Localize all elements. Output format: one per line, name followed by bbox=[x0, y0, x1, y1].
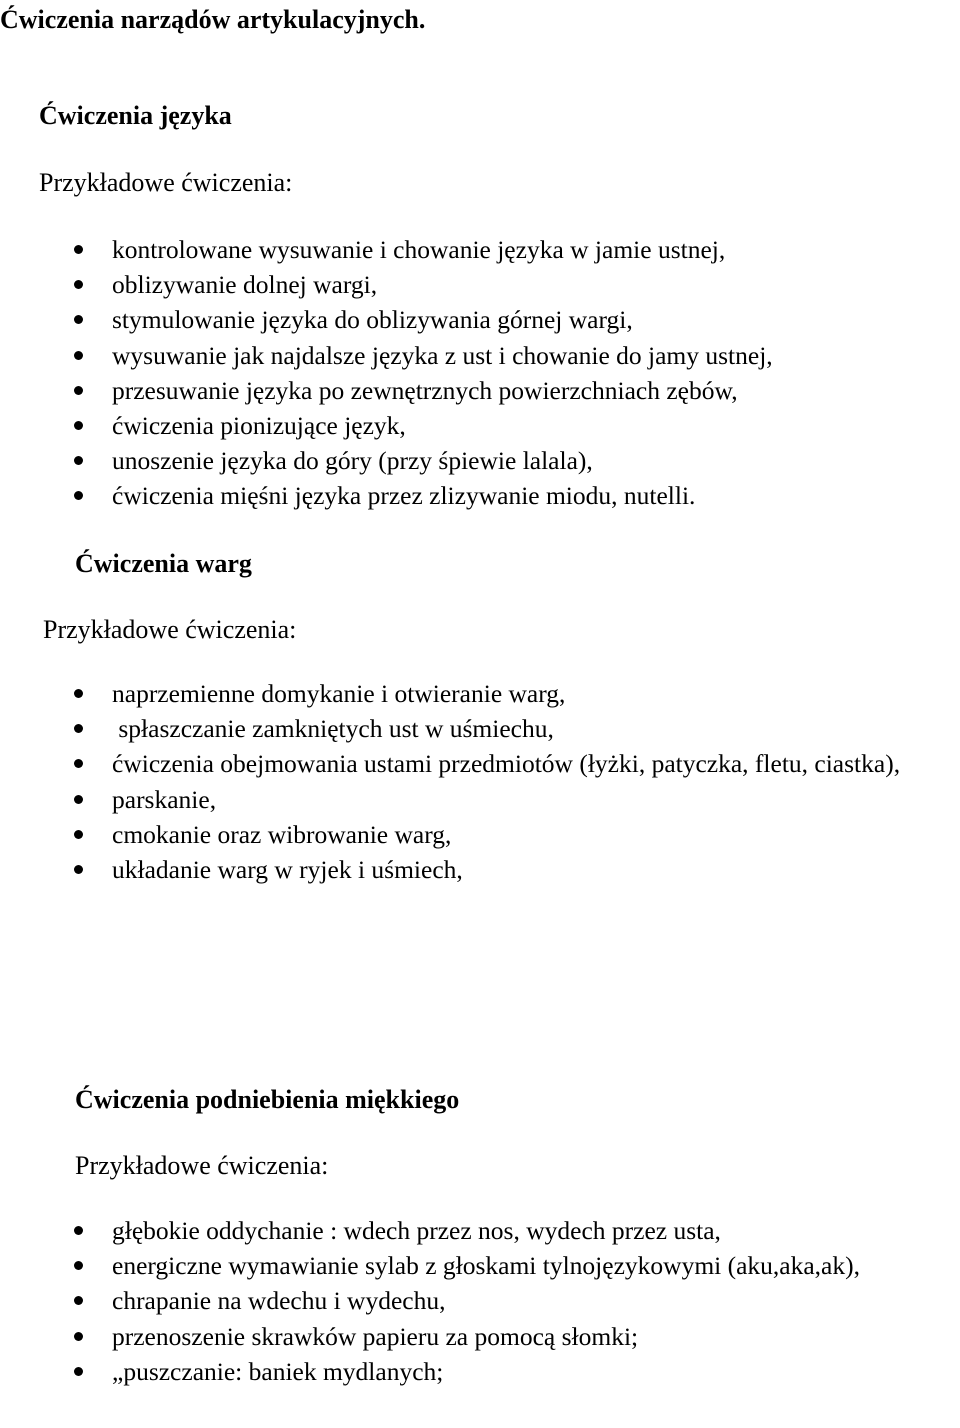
list-item: ćwiczenia pionizujące język, bbox=[0, 408, 958, 443]
list-item: chrapanie na wdechu i wydechu, bbox=[0, 1283, 958, 1318]
section-subheading-tongue: Przykładowe ćwiczenia: bbox=[39, 168, 293, 197]
document-title: Ćwiczenia narządów artykulacyjnych. bbox=[0, 5, 426, 34]
list-item: przenoszenie skrawków papieru za pomocą słomki; bbox=[0, 1319, 958, 1354]
list-item: wysuwanie jak najdalsze języka z ust i chowanie do jamy ustnej, bbox=[0, 338, 958, 373]
list-item: stymulowanie języka do oblizywania górnej wargi, bbox=[0, 302, 958, 337]
list-item: naprzemienne domykanie i otwieranie warg, bbox=[0, 676, 958, 711]
list-item: układanie warg w ryjek i uśmiech, bbox=[0, 852, 958, 887]
list-item: unoszenie języka do góry (przy śpiewie lalala), bbox=[0, 443, 958, 478]
list-item: energiczne wymawianie sylab z głoskami tylnojęzykowymi (aku,aka,ak), bbox=[0, 1248, 958, 1283]
list-item: parskanie, bbox=[0, 782, 958, 817]
section-heading-tongue: Ćwiczenia języka bbox=[39, 101, 232, 130]
list-item: „puszczanie: baniek mydlanych; bbox=[0, 1354, 958, 1389]
section-heading-soft-palate: Ćwiczenia podniebienia miękkiego bbox=[75, 1085, 460, 1114]
list-item: oblizywanie dolnej wargi, bbox=[0, 267, 958, 302]
section-subheading-lips: Przykładowe ćwiczenia: bbox=[43, 615, 297, 644]
list-item: głębokie oddychanie : wdech przez nos, wydech przez usta, bbox=[0, 1213, 958, 1248]
section-subheading-soft-palate: Przykładowe ćwiczenia: bbox=[75, 1151, 329, 1180]
list-item: ćwiczenia obejmowania ustami przedmiotów (łyżki, patyczka, fletu, ciastka), bbox=[0, 746, 958, 781]
exercise-list-tongue bbox=[0, 232, 958, 514]
section-heading-lips: Ćwiczenia warg bbox=[75, 549, 252, 578]
list-item: spłaszczanie zamkniętych ust w uśmiechu, bbox=[0, 711, 958, 746]
exercise-list-soft-palate bbox=[0, 1213, 958, 1389]
list-item: kontrolowane wysuwanie i chowanie języka w jamie ustnej, bbox=[0, 232, 958, 267]
list-item: przesuwanie języka po zewnętrznych powierzchniach zębów, bbox=[0, 373, 958, 408]
list-item: cmokanie oraz wibrowanie warg, bbox=[0, 817, 958, 852]
list-item: ćwiczenia mięśni języka przez zlizywanie miodu, nutelli. bbox=[0, 478, 958, 513]
exercise-list-lips bbox=[0, 676, 958, 887]
